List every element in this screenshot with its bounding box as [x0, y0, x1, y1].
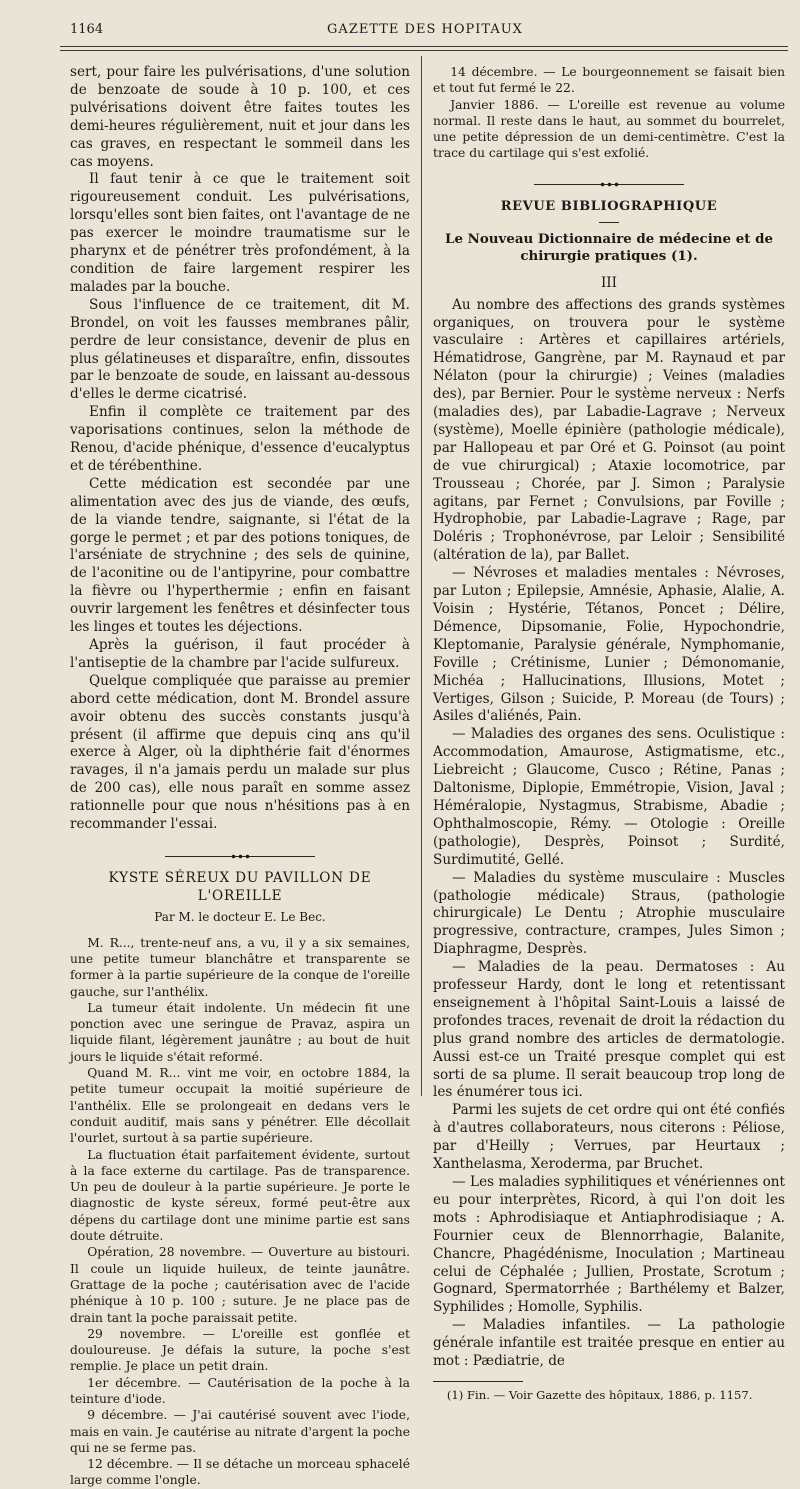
- paragraph: — Les maladies syphilitiques et vénériennes ont eu pour interprètes, Ricord, à qui l'on doit les mots : Aphrodisiaque et Antiaphrodisiaque ; A. Fournier ceux de Blennorrhagie, Balanite, Chancre, Phagédénisme, Inoculation ; Martineau celui de Céphalée ; Jullien, Prostate, Scrotum ; Gognard, Spermatorrhée ; Barthélemy et Balzer, Syphilides ; Homolle, Syphilis.: [433, 1174, 785, 1316]
- header-rule-bottom: [60, 50, 788, 51]
- page-number: 1164: [70, 22, 104, 37]
- paragraph: Enfin il complète ce traitement par des vaporisations continues, selon la méthode de Renou, d'acide phénique, d'essence d'eucalyptus et de térébenthine.: [70, 404, 410, 474]
- case-report: [70, 935, 410, 1489]
- footnote-rule: [433, 1381, 523, 1382]
- short-rule: [599, 222, 619, 223]
- paragraph: 29 novembre. — L'oreille est gonflée et douloureuse. Je défais la suture, la poche s'est remplie. Je place un petit drain.: [70, 1326, 410, 1374]
- paragraph: La fluctuation était parfaitement évidente, surtout à la face externe du cartilage. Pas de transparence. Un peu de douleur à la partie supérieure. Je porte le diagnostic de kyste séreux, formé peut-être aux dépens du cartilage dont une minime partie est sans doute détruite.: [70, 1147, 410, 1244]
- section-title: KYSTE SÉREUX DU PAVILLON DE L'OREILLE: [108, 869, 372, 904]
- paragraph: Il faut tenir à ce que le traitement soit rigoureusement conduit. Les pulvérisations, lorsqu'elles sont bien faites, ont l'avantage de ne pas exercer le moindre traumatisme sur le pharynx et de pénétrer très profondément, à la condition de faire largement respirer les malades par la bouche.: [70, 171, 410, 295]
- paragraph: Janvier 1886. — L'oreille est revenue au volume normal. Il reste dans le haut, au sommet du bourrelet, une petite dépression de un demi-centimètre. C'est la trace du cartilage qui s'est exfolié.: [433, 97, 785, 161]
- paragraph: 14 décembre. — Le bourgeonnement se faisait bien et tout fut fermé le 22.: [433, 65, 785, 96]
- paragraph: — Maladies de la peau. Dermatoses : Au professeur Hardy, dont le long et retentissant enseignement à l'hôpital Saint-Louis a laissé de profondes traces, revenait de droit la rédaction du plus grand nombre des articles de dermatologie. Aussi est-ce un Traité presque complet qui est sorti de sa plume. Il serait beaucoup trop long de les énumérer tous ici.: [433, 959, 785, 1101]
- paragraph: — Maladies infantiles. — La pathologie générale infantile est traitée presque en entier au mot : Pædiatrie, de: [433, 1317, 785, 1370]
- paragraph: 9 décembre. — J'ai cautérisé souvent avec l'iode, mais en vain. Je cautérise au nitrate d'argent la poche qui ne se ferme pas.: [70, 1408, 410, 1455]
- column-divider: [421, 56, 422, 1096]
- paragraph: Au nombre des affections des grands systèmes organiques, on trouvera pour le système vasculaire : Artères et capillaires artériels, Hématidrose, Gangrène, par M. Raynaud et par Nélaton (pour la chirurgie) ; Veines (maladies des), par Bernier. Pour le système nerveux : Nerfs (maladies des), par Labadie-Lagrave ; Nerveux (système), Moelle épinière (pathologie médicale), par Hallopeau et par Oré et G. Poinsot (au point de vue chirurgical) ; Ataxie locomotrice, par Trousseau ; Chorée, par J. Simon ; Paralysie agitans, par Fernet ; Convulsions, par Foville ; Hydrophobie, par Labadie-Lagrave ; Rage, par Doléris ; Trophonévrose, par Leloir ; Sensibilité (altération de la), par Ballet.: [433, 296, 785, 564]
- paragraph: Sous l'influence de ce traitement, dit M. Brondel, on voit les fausses membranes pâlir, perdre de leur consistance, devenir de plus en plus gélatineuses et disparaître, enfin, dissoutes par le benzoate de soude, en laissant au-dessous d'elles le derme cicatrisé.: [70, 296, 410, 403]
- section-separator: [70, 848, 410, 854]
- paragraph: 12 décembre. — Il se détache un morceau sphacelé large comme l'ongle.: [70, 1457, 410, 1488]
- author-byline: Par M. le docteur E. Le Bec.: [154, 909, 326, 924]
- paragraph: — Névroses et maladies mentales : Névroses, par Luton ; Epilepsie, Amnésie, Aphasie, Alalie, A. Voisin ; Hystérie, Tétanos, Poncet ; Délire, Démence, Dipsomanie, Folie, Hypochondrie, Kleptomanie, Paralysie générale, Nymphomanie, Foville ; Crétinisme, Lunier ; Démonomanie, Michéa ; Hallucinations, Illusions, Motet ; Vertiges, Gilson ; Suicide, P. Moreau (de Tours) ; Asiles d'aliénés, Pain.: [433, 565, 785, 725]
- review-section-title: REVUE BIBLIOGRAPHIQUE: [500, 198, 718, 214]
- section-separator: [433, 176, 785, 182]
- paragraph: sert, pour faire les pulvérisations, d'une solution de benzoate de soude à 10 p. 100, et ces pulvérisations doivent être faites toutes les demi-heures régulièrement, nuit et jour dans les cas graves, en respectant le sommeil dans les cas moyens.: [70, 64, 410, 170]
- paragraph: Cette médication est secondée par une alimentation avec des jus de viande, des œufs, de la viande tendre, saignante, si l'état de la gorge le permet ; et par des potions toniques, de l'arséniate de strychnine ; des sels de quinine, de l'aconitine ou de l'antipyrine, pour combattre la fièvre ou l'hyperthermie ; enfin en faisant ouvrir largement les fenêtres et désinfecter tous les linges et toutes les déjections.: [70, 475, 410, 636]
- paragraph: Quelque compliquée que paraisse au premier abord cette médication, dont M. Brondel assure avoir obtenu des succès constants jusqu'à présent (il affirme que depuis cinq ans qu'il exerce à Alger, où la diphthérie fait d'énormes ravages, il n'a jamais perdu un malade sur plus de 200 cas), elle nous paraît en somme assez rationnelle pour que nous n'hésitions pas à en recommander l'essai.: [70, 672, 410, 833]
- paragraph: M. R..., trente-neuf ans, a vu, il y a six semaines, une petite tumeur blanchâtre et transparente se former à la partie supérieure de la conque de l'oreille gauche, sur l'anthélix.: [70, 935, 410, 999]
- paragraph: La tumeur était indolente. Un médecin fit une ponction avec une seringue de Pravaz, aspira un liquide filant, légèrement jaunâtre ; au bout de huit jours le liquide s'était reformé.: [70, 1000, 410, 1064]
- footnote: (1) Fin. — Voir Gazette des hôpitaux, 1886, p. 1157.: [446, 1387, 753, 1402]
- paragraph: — Maladies du système musculaire : Muscles (pathologie médicale) Straus, (pathologie chirurgicale) Le Dentu ; Atrophie musculaire progressive, contracture, crampes, Jules Simon ; Diaphragme, Desprès.: [433, 869, 785, 958]
- case-report-end: [433, 64, 785, 162]
- paragraph: Après la guérison, il faut procéder à l'antiseptie de la chambre par l'acide sulfureux.: [70, 637, 410, 671]
- article-title: Le Nouveau Dictionnaire de médecine et de chirurgie pratiques (1).: [445, 230, 773, 264]
- journal-title: GAZETTE DES HOPITAUX: [327, 22, 523, 37]
- paragraph: 1er décembre. — Cautérisation de la poche à la teinture d'iode.: [70, 1375, 410, 1406]
- part-number: III: [600, 274, 618, 291]
- page-header: [70, 22, 780, 44]
- paragraph: Opération, 28 novembre. — Ouverture au bistouri. Il coule un liquide huileux, de teinte jaunâtre. Grattage de la poche ; cautérisation avec de l'acide phénique à 10 p. 100 ; suture. Je ne place pas de drain tant la poche paraissait petite.: [70, 1245, 410, 1325]
- right-column: [433, 64, 785, 1405]
- paragraph: Parmi les sujets de cet ordre qui ont été confiés à d'autres collaborateurs, nous citerons : Péliose, par d'Heilly ; Verrues, par Heurtaux ; Xanthelasma, Xeroderma, par Bruchet.: [433, 1102, 785, 1173]
- paragraph: Quand M. R... vint me voir, en octobre 1884, la petite tumeur occupait la moitié supérieure de l'anthélix. Elle se prolongeait en dedans vers le conduit auditif, mais sans y pénétrer. Elle décollait l'ourlet, surtout à sa partie supérieure.: [70, 1066, 410, 1146]
- header-rule-top: [60, 46, 788, 47]
- left-column: [70, 64, 410, 1489]
- paragraph: — Maladies des organes des sens. Oculistique : Accommodation, Amaurose, Astigmatisme, etc., Liebreicht ; Glaucome, Cusco ; Rétine, Panas ; Daltonisme, Diplopie, Emmétropie, Vision, Javal ; Héméralopie, Nystagmus, Strabisme, Abadie ; Ophthalmoscopie, Rémy. — Otologie : Oreille (pathologie), Desprès, Poinsot ; Surdité, Surdimutité, Gellé.: [433, 726, 785, 868]
